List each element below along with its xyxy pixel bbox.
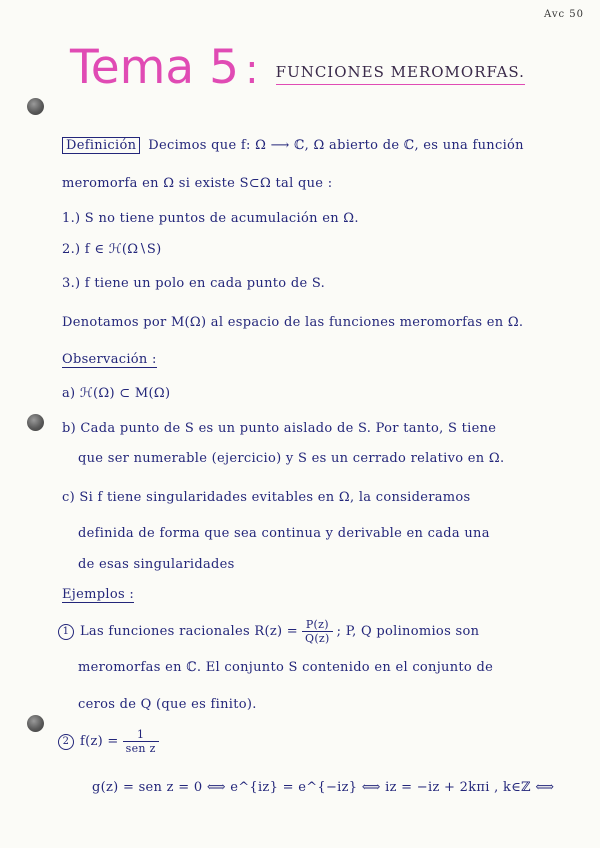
fraction2-numerator: 1 [123, 728, 159, 742]
example-1-text-a: Las funciones racionales R(z) = [80, 624, 298, 639]
text-line-16: meromorfas en ℂ. El conjunto S contenido en el conjunto de [78, 660, 494, 675]
definition-label: Definición [62, 137, 140, 154]
fraction-denominator: Q(z) [305, 632, 330, 645]
text-line-17: ceros de Q (que es finito). [78, 697, 257, 712]
example-number-2: 2 [58, 734, 74, 750]
example-2-line [58, 728, 163, 755]
text-line-11: c) Si f tiene singularidades evitables en Ω, la consideramos [62, 490, 471, 505]
text-line-19: g(z) = sen z = 0 ⟺ e^{iz} = e^{−iz} ⟺ iz = −iz + 2kπi , k∈ℤ ⟺ [92, 780, 555, 795]
examples-heading: Ejemplos : [62, 587, 135, 602]
observation-heading-wrap [62, 352, 157, 367]
page-label: Avc 50 [544, 9, 584, 20]
observation-heading: Observación : [62, 352, 157, 367]
text-line-1: Decimos que f: Ω ⟶ ℂ, Ω abierto de ℂ, es una función [148, 138, 524, 153]
example-1-text-b: ; P, Q polinomios son [336, 624, 480, 639]
binder-hole-top [27, 98, 44, 115]
text-line-4: 2.) f ∈ ℋ(Ω∖S) [62, 242, 162, 257]
text-line-5: 3.) f tiene un polo en cada punto de S. [62, 276, 326, 291]
fraction2-denominator: sen z [125, 742, 156, 755]
text-line-13: de esas singularidades [78, 557, 235, 572]
example-1-line [58, 618, 479, 645]
binder-hole-bottom [27, 715, 44, 732]
example-number-1: 1 [58, 624, 74, 640]
text-line-8: a) ℋ(Ω) ⊂ M(Ω) [62, 386, 171, 401]
title-subtitle: FUNCIONES MEROMORFAS. [276, 63, 525, 85]
text-line-6: Denotamos por M(Ω) al espacio de las funciones meromorfas en Ω. [62, 315, 524, 330]
text-line-12: definida de forma que sea continua y derivable en cada una [78, 526, 490, 541]
examples-heading-wrap [62, 587, 134, 602]
example-2-text: f(z) = [80, 734, 119, 749]
fraction-numerator: P(z) [302, 618, 333, 632]
binder-hole-middle [27, 414, 44, 431]
definition-line-1 [62, 138, 524, 153]
reciprocal-fraction [123, 728, 159, 755]
title-tema: Tema 5 [70, 40, 240, 95]
text-line-10: que ser numerable (ejercicio) y S es un cerrado relativo en Ω. [78, 451, 505, 466]
text-line-2: meromorfa en Ω si existe S⊂Ω tal que : [62, 176, 333, 191]
text-line-9: b) Cada punto de S es un punto aislado de S. Por tanto, S tiene [62, 421, 497, 436]
title-colon: : [245, 47, 259, 93]
rational-fraction [302, 618, 333, 645]
title-row [70, 40, 525, 95]
text-line-3: 1.) S no tiene puntos de acumulación en Ω. [62, 211, 359, 226]
